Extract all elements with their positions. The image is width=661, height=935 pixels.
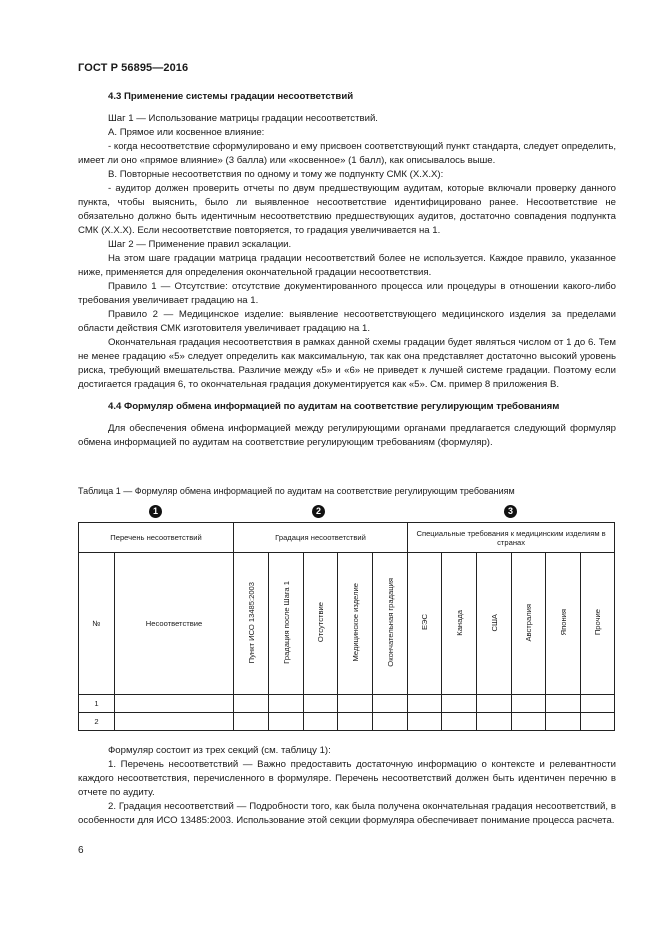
paragraph: - аудитор должен проверить отчеты по двум предшествующим аудитам, которые включали проверку данного пункта, чтобы выяснить, было ли выявленное несоответствие идентифицировано ранее. Несоответствие не обязательно должно быть идентичным несоответствию предшествующих аудитов, достаточно совпадения подпункта СМК (X.X.X). Если несоответствие повторяется, то градация увеличивается на 1. — [78, 183, 616, 236]
group-header-grading: Градация несоответствий — [234, 523, 408, 553]
paragraph: - когда несоответствие сформулировано и ему присвоен соответствующий пункт стандарта, следует определить, имеет ли оно «прямое влияние» (3 балла) или «косвенное» (1 балл), как описывалось выше. — [78, 141, 616, 166]
paragraph: Окончательная градация несоответствия в рамках данной схемы градации будет являться числом от 1 до 6. Тем не менее градацию «5» следует определить как максимальную, так как она представляет достаточно высокий уровень риска, требующий вмешательства. Различие между «5» и «6» не приведет к лучшей системе градации. Поэтому если достигается градация 6, то окончательная градация документируется как «5». См. пример 8 приложения В. — [78, 337, 616, 390]
paragraph: Шаг 2 — Применение правил эскалации. — [108, 239, 292, 250]
paragraph: 1. Перечень несоответствий — Важно предоставить достаточную информацию о контексте и релевантности каждого несоответствия, перечисленного в формуляре. Перечень несоответствий должен быть идентичен перечню в отчете по аудиту. — [78, 759, 616, 798]
document-id: ГОСТ Р 56895—2016 — [78, 62, 189, 74]
column-header-absence: Отсутствие — [304, 553, 338, 695]
column-header-iso-clause: Пункт ИСО 13485:2003 — [234, 553, 269, 695]
column-header-nonconformity: Несоответствие — [115, 553, 234, 695]
marker-1-icon: 1 — [149, 505, 162, 518]
marker-3-icon: 3 — [504, 505, 517, 518]
column-header-medical-device: Медицинское изделие — [338, 553, 373, 695]
column-header-usa: США — [477, 553, 512, 695]
table-row — [79, 695, 615, 713]
column-header-other: Прочие — [581, 553, 615, 695]
section-4-4-heading: 4.4 Формуляр обмена информацией по аудитам на соответствие регулирующим требованиям — [108, 401, 560, 412]
row-number: 1 — [79, 695, 115, 713]
column-header-grade-step1: Градация после Шага 1 — [269, 553, 304, 695]
group-header-countries: Специальные требования к медицинским изделиям в странах — [408, 523, 615, 553]
paragraph: Шаг 1 — Использование матрицы градации несоответствий. — [108, 113, 378, 124]
after-table-content — [78, 744, 616, 828]
marker-2-icon: 2 — [312, 505, 325, 518]
paragraph: Для обеспечения обмена информацией между регулирующими органами предлагается следующий формуляр обмена информацией по аудитам на соответствие регулирующим требованиям (формуляр). — [78, 423, 616, 448]
paragraph: А. Прямое или косвенное влияние: — [108, 127, 265, 138]
paragraph: 2. Градация несоответствий — Подробности того, как была получена окончательная градация несоответствий, в особенности для ИСО 13485:2003. Использование этой секции формуляра обеспечивает понимание процесса расчета. — [78, 801, 616, 826]
column-header-final-grade: Окончательная градация — [373, 553, 408, 695]
table-row — [79, 713, 615, 731]
row-number: 2 — [79, 713, 115, 731]
column-header-canada: Канада — [442, 553, 477, 695]
section-markers — [0, 505, 661, 519]
column-header-eec: ЕЭС — [408, 553, 442, 695]
column-header-number: № — [79, 553, 115, 695]
paragraph: На этом шаге градации матрица градации несоответствий более не используется. Каждое правило, указанное ниже, применяется для определения окончательной градации несоответствия. — [78, 253, 616, 278]
form-table — [78, 522, 615, 731]
group-header-nonconformities: Перечень несоответствий — [79, 523, 234, 553]
main-content — [78, 90, 616, 450]
column-header-japan: Япония — [546, 553, 581, 695]
table-caption: Таблица 1 — Формуляр обмена информацией по аудитам на соответствие регулирующим требованиям — [78, 486, 515, 496]
paragraph: Правило 2 — Медицинское изделие: выявление несоответствующего медицинского изделия за пределами области действия СМК изготовителя увеличивает градацию на 1. — [78, 309, 616, 334]
column-header-australia: Австралия — [512, 553, 546, 695]
paragraph: Правило 1 — Отсутствие: отсутствие документированного процесса или процедуры в отношении какого-либо требования увеличивает градацию на 1. — [78, 281, 616, 306]
paragraph: В. Повторные несоответствия по одному и тому же подпункту СМК (X.X.X): — [108, 169, 444, 180]
page-number: 6 — [78, 845, 84, 856]
section-4-3-heading: 4.3 Применение системы градации несоответствий — [108, 91, 354, 102]
paragraph: Формуляр состоит из трех секций (см. таблицу 1): — [108, 745, 331, 756]
